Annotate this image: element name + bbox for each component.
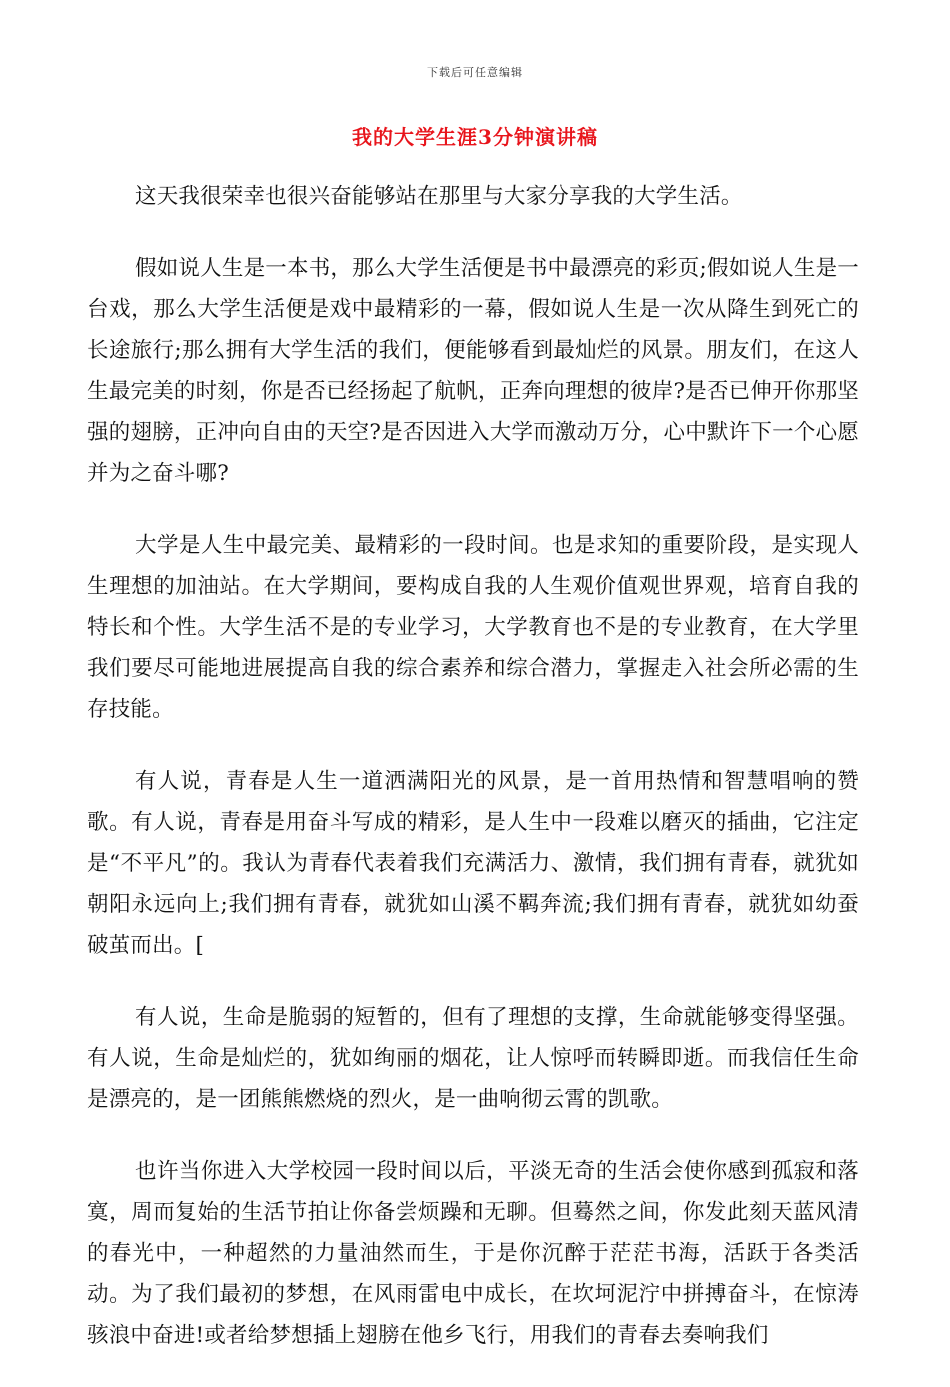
paragraph: 有人说，生命是脆弱的短暂的，但有了理想的支撑，生命就能够变得坚强。有人说，生命是灿烂的，犹如绚丽的烟花，让人惊呼而转瞬即逝。而我信任生命是漂亮的，是一团熊熊燃烧的烈火，是一曲响彻云霄的凯歌。 — [87, 1005, 859, 1112]
header-note: 下载后可任意编辑 — [427, 66, 523, 79]
paragraph: 有人说，青春是人生一道洒满阳光的风景，是一首用热情和智慧唱响的赞歌。有人说，青春是用奋斗写成的精彩，是人生中一段难以磨灭的插曲，它注定是“不平凡”的。我认为青春代表着我们充满活力、激情，我们拥有青春，就犹如朝阳永远向上;我们拥有青春，就犹如山溪不羁奔流;我们拥有青春，就犹如幼蚕破茧而出。[ — [87, 769, 859, 958]
paragraph: 也许当你进入大学校园一段时间以后，平淡无奇的生活会使你感到孤寂和落寞，周而复始的生活节拍让你备尝烦躁和无聊。但蓦然之间，你发此刻天蓝风清的春光中，一种超然的力量油然而生，于是你沉醉于茫茫书海，活跃于各类活动。为了我们最初的梦想，在风雨雷电中成长，在坎坷泥泞中拼搏奋斗，在惊涛骇浪中奋进!或者给梦想插上翅膀在他乡飞行，用我们的青春去奏响我们 — [87, 1159, 859, 1348]
document-body — [87, 176, 859, 1387]
paragraph: 假如说人生是一本书，那么大学生活便是书中最漂亮的彩页;假如说人生是一台戏，那么大学生活便是戏中最精彩的一幕，假如说人生是一次从降生到死亡的长途旅行;那么拥有大学生活的我们，便能够看到最灿烂的风景。朋友们，在这人生最完美的时刻，你是否已经扬起了航帆，正奔向理想的彼岸?是否已伸开你那坚强的翅膀，正冲向自由的天空?是否因进入大学而激动万分，心中默许下一个心愿并为之奋斗哪? — [87, 256, 859, 486]
paragraph: 这天我很荣幸也很兴奋能够站在那里与大家分享我的大学生活。 — [135, 184, 743, 209]
paragraph: 大学是人生中最完美、最精彩的一段时间。也是求知的重要阶段，是实现人生理想的加油站。在大学期间，要构成自我的人生观价值观世界观，培育自我的特长和个性。大学生活不是的专业学习，大学教育也不是的专业教育，在大学里我们要尽可能地进展提高自我的综合素养和综合潜力，掌握走入社会所必需的生存技能。 — [87, 533, 859, 722]
document-title: 我的大学生涯3分钟演讲稿 — [352, 125, 598, 149]
